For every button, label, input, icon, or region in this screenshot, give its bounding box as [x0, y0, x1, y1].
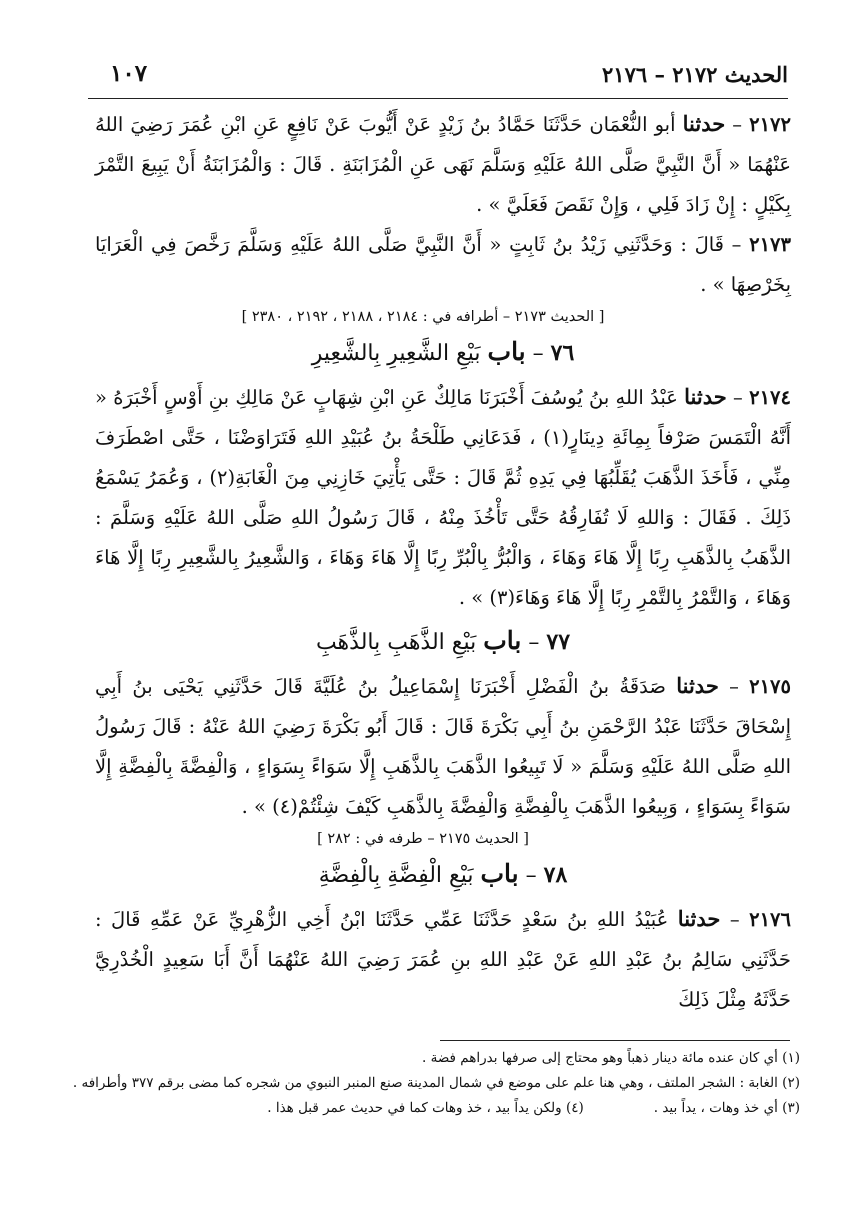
footnote-divider — [440, 1040, 790, 1041]
chapter-number: ٧٦ — [550, 340, 575, 366]
chapter-heading-78: ٧٨ – باب بَيْعِ الْفِضَّةِ بِالْفِضَّةِ — [318, 859, 568, 888]
hadith-number: ٢١٧٥ — [749, 675, 792, 698]
chapter-title: بَيْعِ الْفِضَّةِ بِالْفِضَّةِ — [318, 863, 474, 888]
chapter-heading-76: ٧٦ – باب بَيْعِ الشَّعِيرِ بِالشَّعِيرِ — [311, 337, 575, 366]
hadith-text: عُبَيْدُ اللهِ بنُ سَعْدٍ حَدَّثَنَا عَمِّي حَدَّثَنَا ابْنُ أَخِي الزُّهْرِيِّ عَنْ عَمِّهِ قَالَ : حَدَّثَنِي سَالِمُ بنُ عَبْدِ اللهِ عَنْ عَبْدِ اللهِ بنِ عُمَرَ رَضِيَ اللهُ عَنْهُمَا أَنَّ أَبَا سَعِيدٍ الْخُدْرِيَّ حَدَّثَهُ مِثْلَ ذَلِكَ — [95, 908, 791, 1011]
hadith-reference: [ الحديث ٢١٧٣ – أطرافه في : ٢١٨٤ ، ٢١٨٨ ، ٢١٩٢ ، ٢٣٨٠ ] — [241, 309, 605, 325]
chapter-title: بَيْعِ الذَّهَبِ بِالذَّهَبِ — [315, 630, 477, 655]
haddathana-mark: حدثنا — [684, 384, 727, 409]
chapter-title: بَيْعِ الشَّعِيرِ بِالشَّعِيرِ — [311, 341, 481, 366]
footnote-3: (٣) أي خذ وهات ، يداً بيد . — [653, 1100, 800, 1116]
page-number: ١٠٧ — [110, 60, 148, 87]
footnote-row-3-4 — [120, 1096, 800, 1121]
running-title: الحديث ٢١٧٢ – ٢١٧٦ — [602, 62, 788, 87]
hadith-text: قَالَ : وَحَدَّثَنِي زَيْدُ بنُ ثَابِتٍ « أَنَّ النَّبِيَّ صَلَّى اللهُ عَلَيْهِ وَسَلَّمَ رَخَّصَ فِي الْعَرَايَا بِخَرْصِهَا » . — [95, 233, 791, 296]
footnotes — [72, 1046, 800, 1121]
hadith-2176: ٢١٧٦ – حدثنا عُبَيْدُ اللهِ بنُ سَعْدٍ حَدَّثَنَا عَمِّي حَدَّثَنَا ابْنُ أَخِي الزُّهْرِيِّ عَنْ عَمِّهِ قَالَ : حَدَّثَنِي سَالِمُ بنُ عَبْدِ اللهِ عَنْ عَبْدِ اللهِ بنِ عُمَرَ رَضِيَ اللهُ عَنْهُمَا أَنَّ أَبَا سَعِيدٍ الْخُدْرِيَّ حَدَّثَهُ مِثْلَ ذَلِكَ — [95, 906, 792, 1011]
chapter-word: باب — [480, 859, 519, 888]
hadith-2175: ٢١٧٥ – حدثنا صَدَقَةُ بنُ الْفَضْلِ أَخْبَرَنَا إِسْمَاعِيلُ بنُ عُلَيَّةَ قَالَ حَدَّثَنِي يَحْيَى بنُ أَبِي إِسْحَاقَ حَدَّثَنَا عَبْدُ الرَّحْمَنِ بنُ أَبِي بَكْرَةَ قَالَ : قَالَ أَبُو بَكْرَةَ رَضِيَ اللهُ عَنْهُ : قَالَ رَسُولُ اللهِ صَلَّى اللهُ عَلَيْهِ وَسَلَّمَ « لَا تَبِيعُوا الذَّهَبَ بِالذَّهَبِ إِلَّا سَوَاءً بِسَوَاءٍ ، وَالْفِضَّةَ بِالْفِضَّةِ إِلَّا سَوَاءً بِسَوَاءٍ ، وَبِيعُوا الذَّهَبَ بِالْفِضَّةِ وَالْفِضَّةَ بِالذَّهَبِ كَيْفَ شِئْتُمْ(٤) » . — [95, 673, 792, 818]
hadith-reference: [ الحديث ٢١٧٥ – طرفه في : ٢٨٢ ] — [317, 831, 529, 847]
hadith-text: أبو النُّعْمَان حَدَّثَنَا حَمَّادُ بنُ زَيْدٍ عَنْ أَيُّوبَ عَنْ نَافِعٍ عَنِ ابْنِ عُمَرَ رَضِيَ اللهُ عَنْهُمَا « أَنَّ النَّبِيَّ صَلَّى اللهُ عَلَيْهِ وَسَلَّمَ نَهَى عَنِ الْمُزَابَنَةِ . قَالَ : وَالْمُزَابَنَةُ أَنْ يَبِيعَ التَّمْرَ بِكَيْلٍ : إِنْ زَادَ فَلِي ، وَإِنْ نَقَصَ فَعَلَيَّ » . — [95, 113, 791, 216]
hadith-2174: ٢١٧٤ – حدثنا عَبْدُ اللهِ بنُ يُوسُفَ أَخْبَرَنَا مَالِكٌ عَنِ ابْنِ شِهَابٍ عَنْ مَالِكِ بنِ أَوْسٍ أَخْبَرَهُ « أَنَّهُ الْتَمَسَ صَرْفاً بِمِائَةِ دِينَارٍ(١) ، فَدَعَانِي طَلْحَةُ بنُ عُبَيْدِ اللهِ فَتَرَاوَضْنَا ، حَتَّى اصْطَرَفَ مِنِّي ، فَأَخَذَ الذَّهَبَ يُقَلِّبُهَا فِي يَدِهِ ثُمَّ قَالَ : حَتَّى يَأْتِيَ خَازِنِي مِنَ الْغَابَةِ(٢) ، وَعُمَرُ يَسْمَعُ ذَلِكَ . فَقَالَ : وَاللهِ لَا تُفَارِقُهُ حَتَّى تَأْخُذَ مِنْهُ ، قَالَ رَسُولُ اللهِ صَلَّى اللهُ عَلَيْهِ وَسَلَّمَ : الذَّهَبُ بِالذَّهَبِ رِبًا إِلَّا هَاءَ وَهَاءَ ، وَالْبُرُّ بِالْبُرِّ رِبًا إِلَّا هَاءَ وَهَاءَ ، وَالشَّعِيرُ بِالشَّعِيرِ رِبًا إِلَّا هَاءَ وَهَاءَ ، وَالتَّمْرُ بِالتَّمْرِ رِبًا إِلَّا هَاءَ وَهَاءَ(٣) » . — [95, 384, 791, 609]
chapter-word: باب — [487, 337, 526, 366]
hadith-number: ٢١٧٤ — [749, 386, 791, 409]
hadith-number: ٢١٧٢ — [749, 113, 791, 136]
footnote-1: (١) أي كان عنده مائة دينار ذهباً وهو محتاج إلى صرفها بدراهم فضة . — [422, 1050, 800, 1066]
footnote-4: (٤) ولكن يداً بيد ، خذ وهات كما في حديث عمر قبل هذا . — [267, 1100, 584, 1116]
hadith-2173: ٢١٧٣ – قَالَ : وَحَدَّثَنِي زَيْدُ بنُ ثَابِتٍ « أَنَّ النَّبِيَّ صَلَّى اللهُ عَلَيْهِ وَسَلَّمَ رَخَّصَ فِي الْعَرَايَا بِخَرْصِهَا » . — [95, 233, 791, 296]
hadith-number: ٢١٧٦ — [749, 908, 792, 931]
chapter-heading-77: ٧٧ – باب بَيْعِ الذَّهَبِ بِالذَّهَبِ — [315, 626, 571, 655]
chapter-word: باب — [483, 626, 522, 655]
hadith-number: ٢١٧٣ — [749, 233, 791, 256]
page-header — [88, 58, 788, 99]
hadith-text: صَدَقَةُ بنُ الْفَضْلِ أَخْبَرَنَا إِسْمَاعِيلُ بنُ عُلَيَّةَ قَالَ حَدَّثَنِي يَحْيَى بنُ أَبِي إِسْحَاقَ حَدَّثَنَا عَبْدُ الرَّحْمَنِ بنُ أَبِي بَكْرَةَ قَالَ : قَالَ أَبُو بَكْرَةَ رَضِيَ اللهُ عَنْهُ : قَالَ رَسُولُ اللهِ صَلَّى اللهُ عَلَيْهِ وَسَلَّمَ « لَا تَبِيعُوا الذَّهَبَ بِالذَّهَبِ إِلَّا سَوَاءً بِسَوَاءٍ ، وَالْفِضَّةَ بِالْفِضَّةِ إِلَّا سَوَاءً بِسَوَاءٍ ، وَبِيعُوا الذَّهَبَ بِالْفِضَّةِ وَالْفِضَّةَ بِالذَّهَبِ كَيْفَ شِئْتُمْ(٤) » . — [95, 675, 791, 818]
haddathana-mark: حدثنا — [677, 906, 721, 931]
haddathana-mark: حدثنا — [676, 673, 719, 698]
page-body — [95, 104, 791, 1020]
footnote-2: (٢) الغابة : الشجر الملتف ، وهي هنا علم على موضع في شمال المدينة صنع المنبر النبوي من شجره كما مضى برقم ٣٧٧ وأطرافه . — [72, 1075, 800, 1091]
hadith-2172: ٢١٧٢ – حدثنا أبو النُّعْمَان حَدَّثَنَا حَمَّادُ بنُ زَيْدٍ عَنْ أَيُّوبَ عَنْ نَافِعٍ عَنِ ابْنِ عُمَرَ رَضِيَ اللهُ عَنْهُمَا « أَنَّ النَّبِيَّ صَلَّى اللهُ عَلَيْهِ وَسَلَّمَ نَهَى عَنِ الْمُزَابَنَةِ . قَالَ : وَالْمُزَابَنَةُ أَنْ يَبِيعَ التَّمْرَ بِكَيْلٍ : إِنْ زَادَ فَلِي ، وَإِنْ نَقَصَ فَعَلَيَّ » . — [95, 111, 791, 216]
hadith-text: عَبْدُ اللهِ بنُ يُوسُفَ أَخْبَرَنَا مَالِكٌ عَنِ ابْنِ شِهَابٍ عَنْ مَالِكِ بنِ أَوْسٍ أَخْبَرَهُ « أَنَّهُ الْتَمَسَ صَرْفاً بِمِائَةِ دِينَارٍ(١) ، فَدَعَانِي طَلْحَةُ بنُ عُبَيْدِ اللهِ فَتَرَاوَضْنَا ، حَتَّى اصْطَرَفَ مِنِّي ، فَأَخَذَ الذَّهَبَ يُقَلِّبُهَا فِي يَدِهِ ثُمَّ قَالَ : حَتَّى يَأْتِيَ خَازِنِي مِنَ الْغَابَةِ(٢) ، وَعُمَرُ يَسْمَعُ ذَلِكَ . فَقَالَ : وَاللهِ لَا تُفَارِقُهُ حَتَّى تَأْخُذَ مِنْهُ ، قَالَ رَسُولُ اللهِ صَلَّى اللهُ عَلَيْهِ وَسَلَّمَ : الذَّهَبُ بِالذَّهَبِ رِبًا إِلَّا هَاءَ وَهَاءَ ، وَالْبُرُّ بِالْبُرِّ رِبًا إِلَّا هَاءَ وَهَاءَ ، وَالشَّعِيرُ بِالشَّعِيرِ رِبًا إِلَّا هَاءَ وَهَاءَ ، وَالتَّمْرُ بِالتَّمْرِ رِبًا إِلَّا هَاءَ وَهَاءَ(٣) » . — [95, 386, 791, 609]
haddathana-mark: حدثنا — [682, 111, 726, 136]
chapter-number: ٧٨ — [543, 862, 568, 888]
chapter-number: ٧٧ — [546, 629, 571, 655]
